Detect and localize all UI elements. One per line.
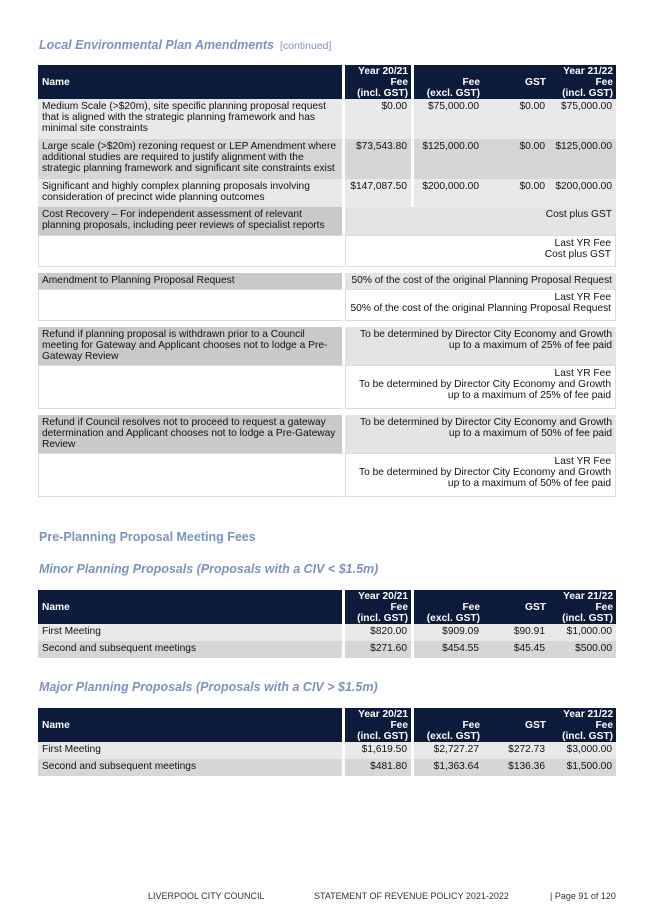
header-prev: Year 20/21 Fee (incl. GST) [345,65,414,99]
table-row [38,759,616,776]
last-year-fee: Last YR Fee To be determined by Director City Economy and Growth up to a maximum of 50% of fee paid [345,453,616,497]
table-row [38,99,616,139]
header-name: Name [38,65,345,99]
footer-document: STATEMENT OF REVENUE POLICY 2021-2022 [314,891,509,901]
header-fee-excl: Fee (excl. GST) [414,590,483,624]
lep-fees-table [38,65,616,497]
table-row [38,742,616,759]
table-row [38,179,616,207]
row-fee-excl: $1,363.64 [414,759,483,776]
last-year-fee: Last YR Fee To be determined by Director City Economy and Growth up to a maximum of 25% of fee paid [345,365,616,409]
row-fee-incl: $125,000.00 [549,139,616,179]
row-gst: $136.36 [483,759,549,776]
header-gst: GST [483,708,549,742]
row-gst: $90.91 [483,624,549,641]
header-gst: GST [483,590,549,624]
last-year-fee: Last YR Fee 50% of the cost of the original Planning Proposal Request [345,289,616,321]
row-fee-text: To be determined by Director City Economy and Growth up to a maximum of 50% of fee paid [345,415,616,453]
footer-page-number: | Page 91 of 120 [550,891,616,901]
row-fee-text: 50% of the cost of the original Planning Proposal Request [345,273,616,289]
row-fee-excl: $2,727.27 [414,742,483,759]
header-prev: Year 20/21 Fee (incl. GST) [345,590,414,624]
row-name: Second and subsequent meetings [38,759,345,776]
row-fee-incl: $1,000.00 [549,624,616,641]
row-gst: $0.00 [483,179,549,207]
row-fee-incl: $200,000.00 [549,179,616,207]
lep-title-text: Local Environmental Plan Amendments [39,38,275,52]
row-name: Refund if Council resolves not to proceed to request a gateway determination and Applicant chooses not to lodge a Pre-Gateway Review [38,415,345,453]
row-prev-fee: $1,619.50 [345,742,414,759]
row-prev-fee: $481.80 [345,759,414,776]
row-name: Cost Recovery – For independent assessment of relevant planning proposals, including peer reviews of specialist reports [38,207,345,235]
table-row [38,641,616,658]
continued-label: [continued] [280,40,332,52]
table-row [38,624,616,641]
row-fee-excl: $909.09 [414,624,483,641]
header-name: Name [38,708,345,742]
last-year-row [38,453,616,497]
row-name: Second and subsequent meetings [38,641,345,658]
table-row [38,273,616,289]
header-fee-incl: Year 21/22 Fee (incl. GST) [549,65,616,99]
table-header [38,590,616,624]
minor-fees-table [38,590,616,658]
row-name: Refund if planning proposal is withdrawn prior to a Council meeting for Gateway and Applicant chooses not to lodge a Pre-Gateway Review [38,327,345,365]
last-year-row [38,235,616,267]
last-year-row [38,365,616,409]
row-prev-fee: $271.60 [345,641,414,658]
row-gst: $0.00 [483,99,549,139]
row-fee-excl: $75,000.00 [414,99,483,139]
table-row [38,139,616,179]
row-name: Medium Scale (>$20m), site specific planning proposal request that is aligned with the strategic planning framework and has minimal site constraints [38,99,345,139]
table-header [38,708,616,742]
row-fee-text: Cost plus GST [345,207,616,235]
row-fee-incl: $1,500.00 [549,759,616,776]
row-fee-excl: $125,000.00 [414,139,483,179]
row-prev-fee: $0.00 [345,99,414,139]
row-name: Large scale (>$20m) rezoning request or LEP Amendment where additional studies are required to justify alignment with the strategic planning framework and significant site constraints exist [38,139,345,179]
header-fee-incl: Year 21/22 Fee (incl. GST) [549,708,616,742]
header-fee-excl: Fee (excl. GST) [414,65,483,99]
major-fees-table [38,708,616,776]
row-prev-fee: $820.00 [345,624,414,641]
table-row [38,327,616,365]
row-gst: $45.45 [483,641,549,658]
row-gst: $0.00 [483,139,549,179]
footer-council: LIVERPOOL CITY COUNCIL [148,891,265,901]
row-name: First Meeting [38,624,345,641]
header-prev: Year 20/21 Fee (incl. GST) [345,708,414,742]
last-year-fee: Last YR Fee Cost plus GST [345,235,616,267]
row-name: First Meeting [38,742,345,759]
table-header [38,65,616,99]
table-row [38,415,616,453]
row-name: Amendment to Planning Proposal Request [38,273,345,289]
last-year-row [38,289,616,321]
row-fee-excl: $200,000.00 [414,179,483,207]
header-fee-excl: Fee (excl. GST) [414,708,483,742]
section-title-lep [39,38,331,52]
header-fee-incl: Year 21/22 Fee (incl. GST) [549,590,616,624]
header-gst: GST [483,65,549,99]
row-fee-incl: $3,000.00 [549,742,616,759]
row-name: Significant and highly complex planning proposals involving consideration of precinct wide planning outcomes [38,179,345,207]
row-fee-excl: $454.55 [414,641,483,658]
minor-title: Minor Planning Proposals (Proposals with a CIV < $1.5m) [39,562,379,576]
row-fee-incl: $75,000.00 [549,99,616,139]
major-title: Major Planning Proposals (Proposals with a CIV > $1.5m) [39,680,378,694]
row-prev-fee: $147,087.50 [345,179,414,207]
row-fee-text: To be determined by Director City Economy and Growth up to a maximum of 25% of fee paid [345,327,616,365]
table-row [38,207,616,235]
row-gst: $272.73 [483,742,549,759]
row-prev-fee: $73,543.80 [345,139,414,179]
pre-planning-title: Pre-Planning Proposal Meeting Fees [39,530,256,544]
header-name: Name [38,590,345,624]
row-fee-incl: $500.00 [549,641,616,658]
